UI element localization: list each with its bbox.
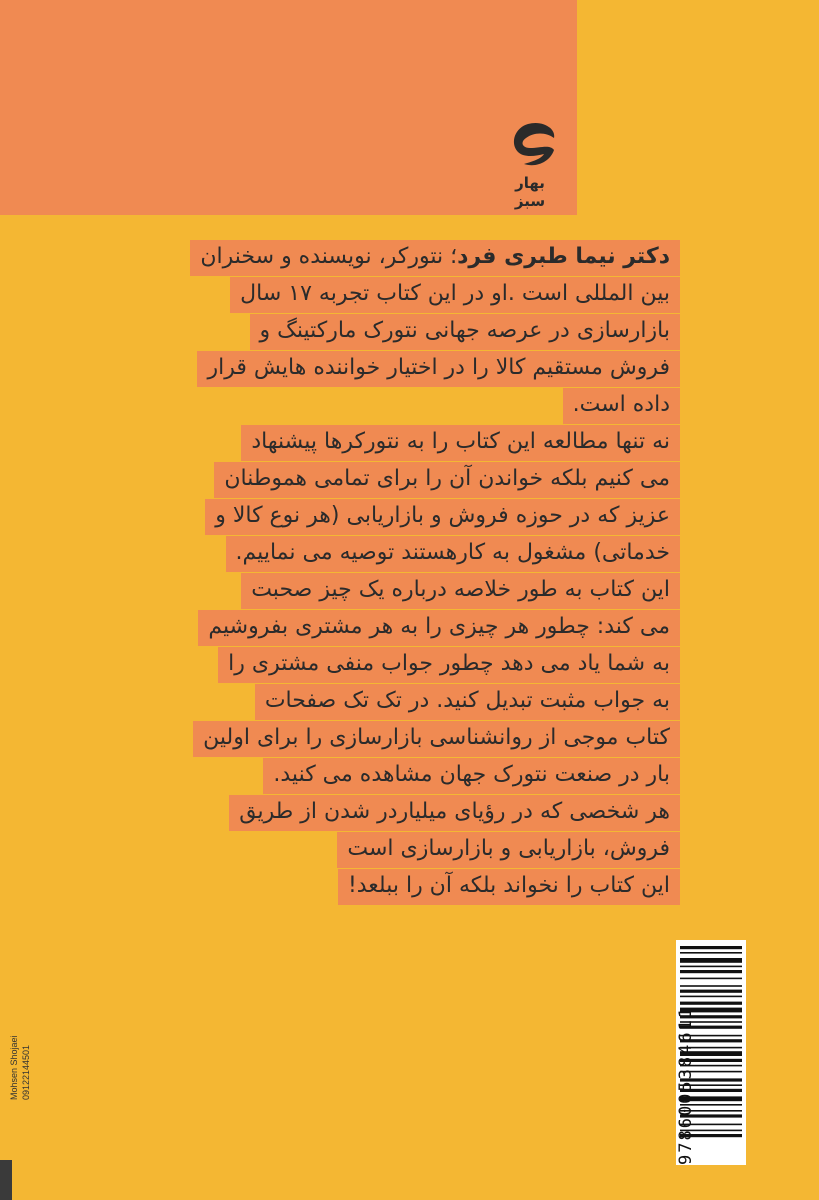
blurb-line: بین المللی است .او در این کتاب تجربه ۱۷ سال xyxy=(230,277,680,313)
publisher-name: بهار سبز xyxy=(514,174,546,210)
designer-credit xyxy=(8,990,36,1100)
publisher-logo xyxy=(500,120,560,210)
blurb-line: فروش مستقیم کالا را در اختیار خواننده هایش قرار xyxy=(197,351,680,387)
blurb-line: عزیز که در حوزه فروش و بازاریابی (هر نوع کالا و xyxy=(205,499,680,535)
blurb-line: می کنیم بلکه خواندن آن را برای تمامی هموطنان xyxy=(214,462,680,498)
author-name: دکتر نیما طبری فرد xyxy=(457,244,670,269)
blurb-line: این کتاب به طور خلاصه درباره یک چیز صحبت xyxy=(241,573,680,609)
spine-edge xyxy=(0,1160,12,1200)
blurb-line: نه تنها مطالعه این کتاب را به نتورکرها پیشنهاد xyxy=(241,425,680,461)
blurb-line: کتاب موجی از روانشناسی بازارسازی را برای اولین xyxy=(193,721,680,757)
blurb-line: داده است. xyxy=(563,388,680,424)
blurb-line: بار در صنعت نتورک جهان مشاهده می کنید. xyxy=(263,758,680,794)
leaf-icon xyxy=(500,120,560,176)
blurb-line: هر شخصی که در رؤیای میلیاردر شدن از طریق xyxy=(229,795,680,831)
blurb-line: این کتاب را نخواند بلکه آن را ببلعد! xyxy=(338,869,680,905)
blurb-line: دکتر نیما طبری فرد؛ نتورکر، نویسنده و سخنران xyxy=(190,240,680,276)
blurb-line: خدماتی) مشغول به کارهستند توصیه می نماییم. xyxy=(226,536,680,572)
cover-accent-block xyxy=(0,0,577,215)
blurb-line: بازارسازی در عرصه جهانی نتورک مارکتینگ و xyxy=(250,314,680,350)
blurb-line: فروش، بازاریابی و بازارسازی است xyxy=(337,832,680,868)
designer-name: Mohsen Shojaei xyxy=(9,1035,19,1100)
blurb-line: می کند: چطور هر چیزی را به هر مشتری بفروشیم xyxy=(198,610,680,646)
blurb-line: به شما یاد می دهد چطور جواب منفی مشتری را xyxy=(218,647,680,683)
back-cover-blurb xyxy=(100,240,680,906)
isbn-digits: 9786005384611 xyxy=(676,1005,696,1165)
designer-phone: 09122144501 xyxy=(21,1044,31,1100)
blurb-line: به جواب مثبت تبدیل کنید. در تک تک صفحات xyxy=(255,684,680,720)
